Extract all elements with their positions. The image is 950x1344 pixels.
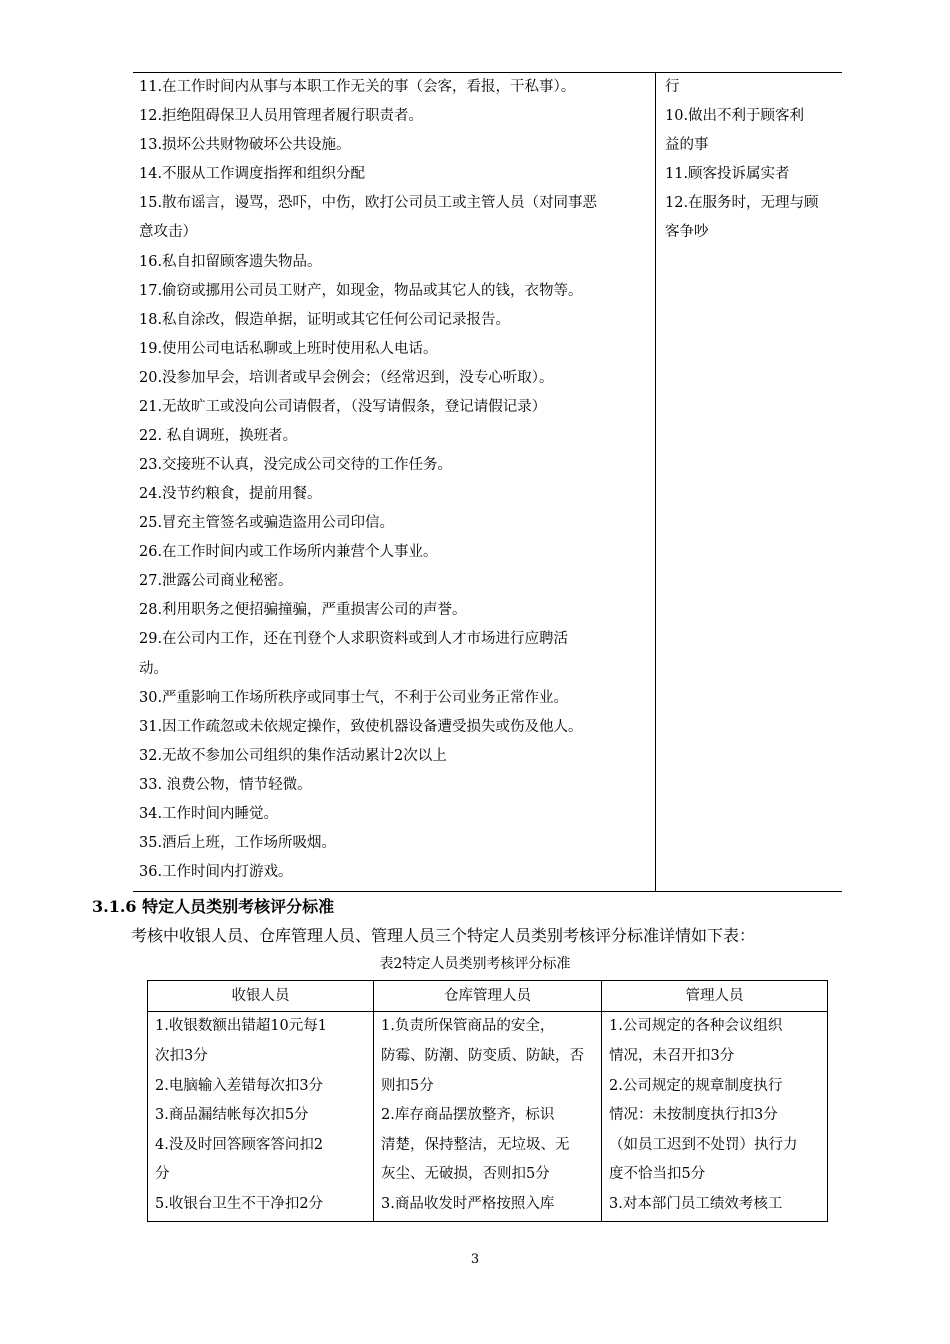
violation-item: 24.没节约粮食，提前用餐。 [139, 486, 322, 502]
violation-item: 33. 浪费公物，情节轻微。 [139, 777, 312, 793]
violation-item: 14.不服从工作调度指挥和组织分配 [139, 166, 366, 182]
violation-item: 11.顾客投诉属实者 [665, 166, 790, 182]
violation-item: 18.私自涂改，假造单据，证明或其它任何公司记录报告。 [139, 312, 511, 328]
violation-item: 意攻击） [139, 224, 197, 240]
violation-item: 益的事 [665, 137, 709, 153]
table-cell-line: 清楚，保持整洁，无垃圾、无 [381, 1137, 570, 1153]
table-cell-line: 灰尘、无破损，否则扣5分 [381, 1166, 550, 1182]
table-cell-line: 5.收银台卫生不干净扣2分 [155, 1196, 324, 1212]
violations-list [133, 73, 655, 891]
violation-item: 动。 [139, 661, 168, 677]
table-cell-line: （如员工迟到不处罚）执行力 [609, 1137, 798, 1153]
table-cell-line: 3.对本部门员工绩效考核工 [609, 1196, 783, 1212]
violation-item: 21.无故旷工或没向公司请假者，（没写请假条，登记请假记录） [139, 399, 547, 415]
column-header-cashier: 收银人员 [148, 981, 373, 1012]
cashier-column [148, 981, 373, 1221]
violation-item: 10.做出不利于顾客利 [665, 108, 805, 124]
scoring-standards-table [147, 980, 828, 1222]
table-cell-line: 次扣3分 [155, 1048, 208, 1064]
warehouse-column [373, 981, 601, 1221]
violation-item: 20.没参加早会，培训者或早会例会；（经常迟到，没专心听取）。 [139, 370, 554, 386]
table-cell-line: 情况：未按制度执行扣3分 [609, 1107, 778, 1123]
violation-item: 28.利用职务之便招骗撞骗，严重损害公司的声誉。 [139, 602, 467, 618]
manager-column [601, 981, 827, 1221]
violation-item: 行 [665, 79, 680, 95]
table-cell-line: 1.公司规定的各种会议组织 [609, 1018, 783, 1034]
table-cell-line: 2.公司规定的规章制度执行 [609, 1078, 783, 1094]
violation-item: 29.在公司内工作，还在刊登个人求职资料或到人才市场进行应聘活 [139, 631, 569, 647]
violation-item: 16.私自扣留顾客遗失物品。 [139, 254, 322, 270]
violation-item: 27.泄露公司商业秘密。 [139, 573, 293, 589]
customer-violations-list [656, 73, 842, 891]
table-cell-line: 2.库存商品摆放整齐，标识 [381, 1107, 555, 1123]
violation-item: 31.因工作疏忽或未依规定操作，致使机器设备遭受损失或伤及他人。 [139, 719, 583, 735]
table-caption: 表2特定人员类别考核评分标准 [379, 956, 571, 972]
violation-item: 36.工作时间内打游戏。 [139, 864, 293, 880]
violation-item: 22. 私自调班，换班者。 [139, 428, 298, 444]
violation-item: 19.使用公司电话私聊或上班时使用私人电话。 [139, 341, 438, 357]
table-cell-line: 3.商品收发时严格按照入库 [381, 1196, 555, 1212]
section-heading: 3.1.6 特定人员类别考核评分标准 [92, 897, 335, 916]
section-intro: 考核中收银人员、仓库管理人员、管理人员三个特定人员类别考核评分标准详情如下表： [131, 926, 756, 945]
table-cell-line: 分 [155, 1166, 170, 1182]
table-cell-line: 1.负责所保管商品的安全， [381, 1018, 555, 1034]
violation-item: 34.工作时间内睡觉。 [139, 806, 279, 822]
column-header-warehouse: 仓库管理人员 [374, 981, 601, 1012]
violation-item: 11.在工作时间内从事与本职工作无关的事（会客，看报，干私事）。 [139, 79, 576, 95]
violation-item: 12.在服务时，无理与顾 [665, 195, 819, 211]
table-cell-line: 度不恰当扣5分 [609, 1166, 706, 1182]
violation-item: 30.严重影响工作场所秩序或同事士气，不利于公司业务正常作业。 [139, 690, 569, 706]
page-number: 3 [470, 1252, 480, 1267]
table-cell-line: 则扣5分 [381, 1078, 434, 1094]
violation-item: 35.酒后上班，工作场所吸烟。 [139, 835, 337, 851]
violation-item: 26.在工作时间内或工作场所内兼营个人事业。 [139, 544, 438, 560]
violation-item: 17.偷窃或挪用公司员工财产，如现金，物品或其它人的钱，衣物等。 [139, 283, 583, 299]
violations-table [133, 72, 842, 892]
violation-item: 15.散布谣言，谩骂，恐吓，中伤，欧打公司员工或主管人员（对同事恶 [139, 195, 598, 211]
column-header-manager: 管理人员 [602, 981, 827, 1012]
table-cell-line: 情况，未召开扣3分 [609, 1048, 735, 1064]
violation-item: 客争吵 [665, 224, 709, 240]
table-cell-line: 防霉、防潮、防变质、防缺，否 [381, 1048, 584, 1064]
violation-item: 32.无故不参加公司组织的集作活动累计2次以上 [139, 748, 447, 764]
violation-item: 25.冒充主管签名或骗造盗用公司印信。 [139, 515, 395, 531]
table-cell-line: 1.收银数额出错超10元每1 [155, 1018, 328, 1034]
table-cell-line: 4.没及时回答顾客答问扣2 [155, 1137, 324, 1153]
table-cell-line: 3.商品漏结帐每次扣5分 [155, 1107, 309, 1123]
table-cell-line: 2.电脑输入差错每次扣3分 [155, 1078, 324, 1094]
violation-item: 12.拒绝阻碍保卫人员用管理者履行职责者。 [139, 108, 424, 124]
violation-item: 13.损坏公共财物破坏公共设施。 [139, 137, 351, 153]
violation-item: 23.交接班不认真，没完成公司交待的工作任务。 [139, 457, 453, 473]
